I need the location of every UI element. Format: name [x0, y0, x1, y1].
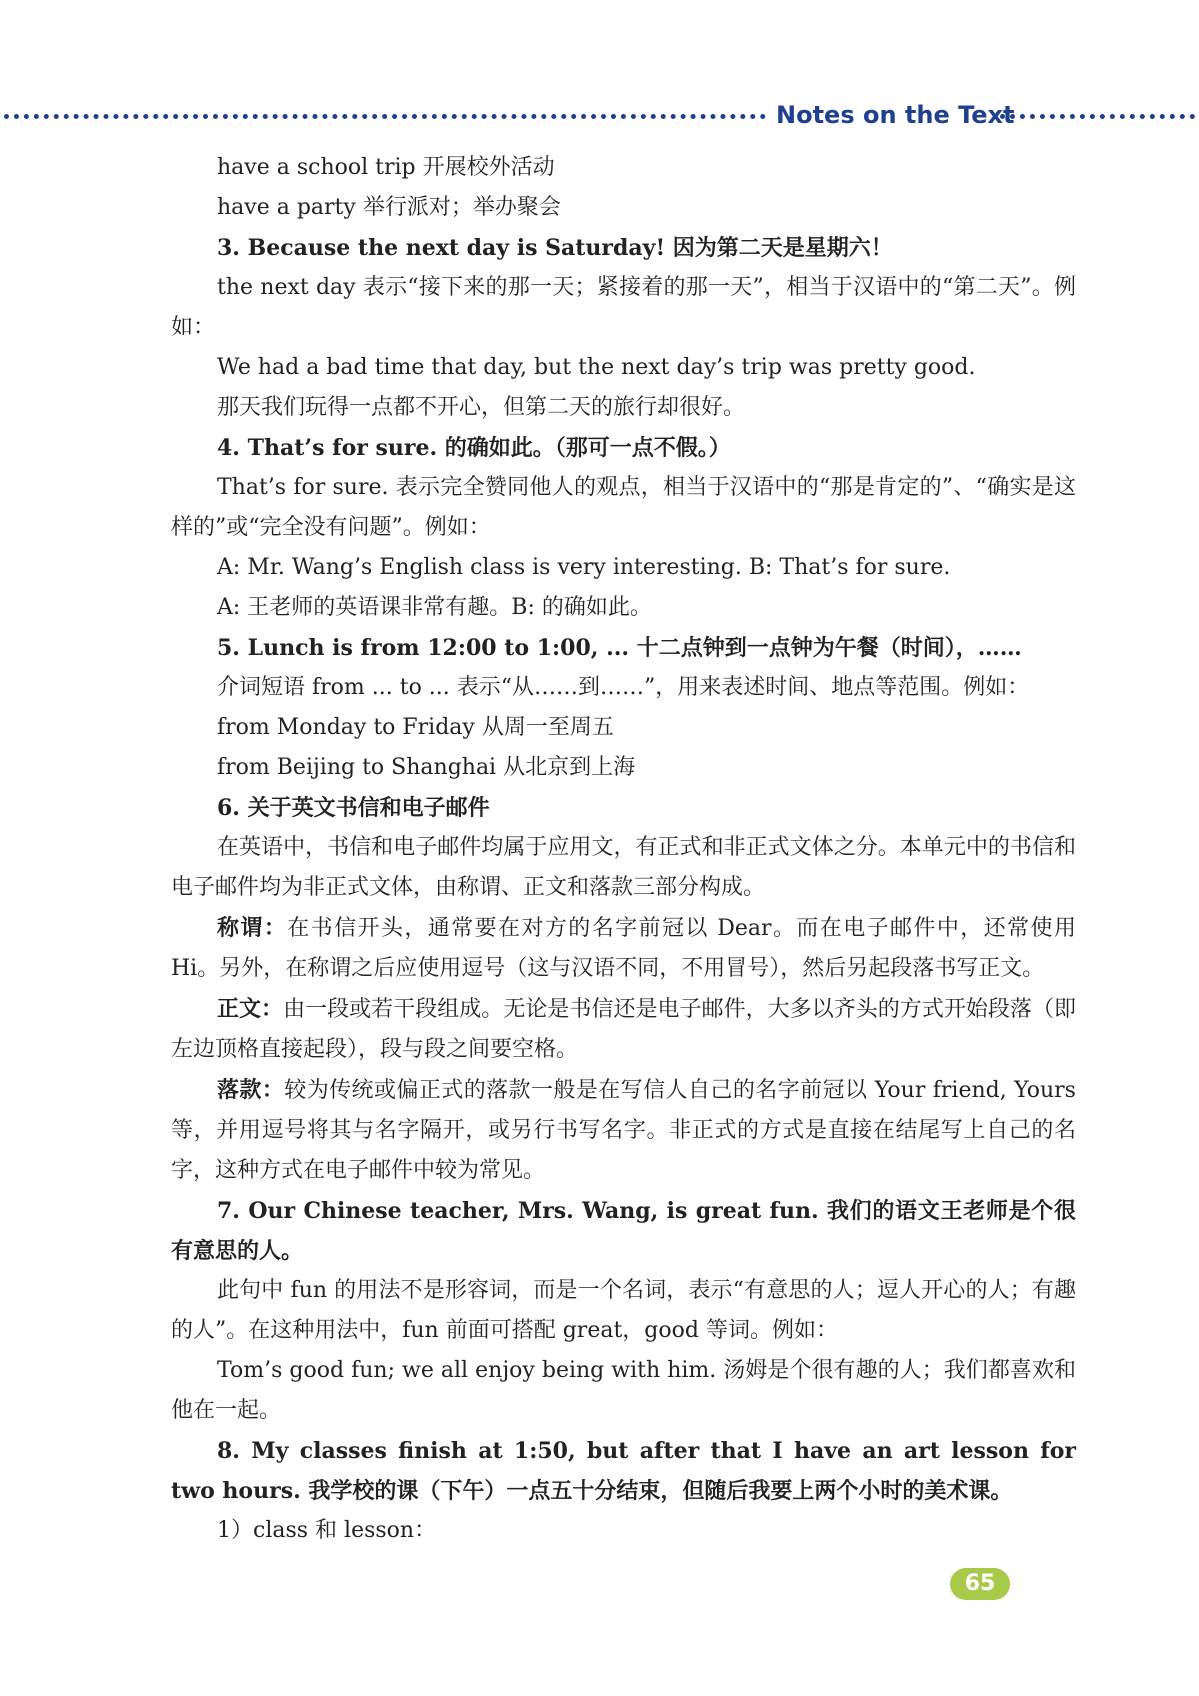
note-heading-3: 3. Because the next day is Saturday! 因为第二天是星期六！: [217, 235, 893, 261]
closing-paragraph: [171, 1070, 1076, 1191]
example-translation: 那天我们玩得一点都不开心，但第二天的旅行却很好。: [217, 395, 746, 420]
term-label: 称谓：: [217, 915, 288, 941]
note-heading-8: 8. My classes finish at 1:50, but after that I have an art lesson for two hours. 我学校的课（下午）一点五十分结束，但随后我要上两个小时的美术课。: [171, 1438, 1076, 1504]
term-text: 在书信开头，通常要在对方的名字前冠以 Dear。而在电子邮件中，还常使用 Hi。另外，在称谓之后应使用逗号（这与汉语不同，不用冒号），然后另起段落书写正文。: [171, 916, 1076, 981]
term-text: 较为传统或偏正式的落款一般是在写信人自己的名字前冠以 Your friend, Yours 等，并用逗号将其与名字隔开，或另行书写名字。非正式的方式是直接在结尾写上自己的名字，这种方式在电子邮件中较为常见。: [171, 1078, 1076, 1183]
example-translation: A: 王老师的英语课非常有趣。B: 的确如此。: [217, 595, 652, 620]
example-sentence: We had a bad time that day, but the next day’s trip was pretty good.: [217, 355, 976, 380]
explanation-paragraph: 介词短语 from ... to ... 表示“从……到……”，用来表述时间、地点等范围。例如：: [217, 675, 1030, 700]
page-header: [0, 98, 1199, 132]
subpoint-heading: 1）class 和 lesson：: [217, 1518, 437, 1543]
explanation-paragraph: 在英语中，书信和电子邮件均属于应用文，有正式和非正式文体之分。本单元中的书信和电子邮件均为非正式文体，由称谓、正文和落款三部分构成。: [171, 835, 1076, 900]
explanation-paragraph: the next day 表示“接下来的那一天；紧接着的那一天”，相当于汉语中的“第二天”。例如：: [171, 275, 1076, 340]
example-sentence: A: Mr. Wang’s English class is very interesting. B: That’s for sure.: [217, 555, 951, 580]
example-sentence: Tom’s good fun; we all enjoy being with him. 汤姆是个很有趣的人；我们都喜欢和他在一起。: [171, 1358, 1076, 1423]
body-paragraph: [171, 989, 1076, 1070]
phrase-example: have a school trip 开展校外活动: [217, 155, 555, 180]
header-title: Notes on the Text: [776, 101, 1015, 129]
phrase-example: from Beijing to Shanghai 从北京到上海: [217, 755, 636, 780]
note-heading-7: 7. Our Chinese teacher, Mrs. Wang, is great fun. 我们的语文王老师是个很有意思的人。: [171, 1198, 1076, 1264]
phrase-example: from Monday to Friday 从周一至周五: [217, 715, 614, 740]
explanation-paragraph: 此句中 fun 的用法不是形容词，而是一个名词，表示“有意思的人；逗人开心的人；有趣的人”。在这种用法中，fun 前面可搭配 great，good 等词。例如：: [171, 1278, 1076, 1343]
salutation-paragraph: [171, 908, 1076, 989]
note-heading-5: 5. Lunch is from 12:00 to 1:00, ... 十二点钟到一点钟为午餐（时间），……: [217, 635, 1022, 661]
term-label: 落款：: [217, 1077, 285, 1103]
term-text: 由一段或若干段组成。无论是书信还是电子邮件，大多以齐头的方式开始段落（即左边顶格直接起段），段与段之间要空格。: [171, 997, 1076, 1062]
page-body: [171, 148, 1076, 1551]
header-dotted-rule-left: [4, 114, 766, 119]
phrase-example: have a party 举行派对；举办聚会: [217, 195, 561, 220]
explanation-paragraph: That’s for sure. 表示完全赞同他人的观点，相当于汉语中的“那是肯定的”、“确实是这样的”或“完全没有问题”。例如：: [171, 475, 1076, 540]
note-heading-4: 4. That’s for sure. 的确如此。（那可一点不假。）: [217, 435, 731, 461]
header-dotted-rule-right: [1000, 114, 1195, 119]
term-label: 正文：: [217, 996, 284, 1022]
note-heading-6: 6. 关于英文书信和电子邮件: [217, 795, 490, 821]
page-number: 65: [950, 1568, 1010, 1600]
